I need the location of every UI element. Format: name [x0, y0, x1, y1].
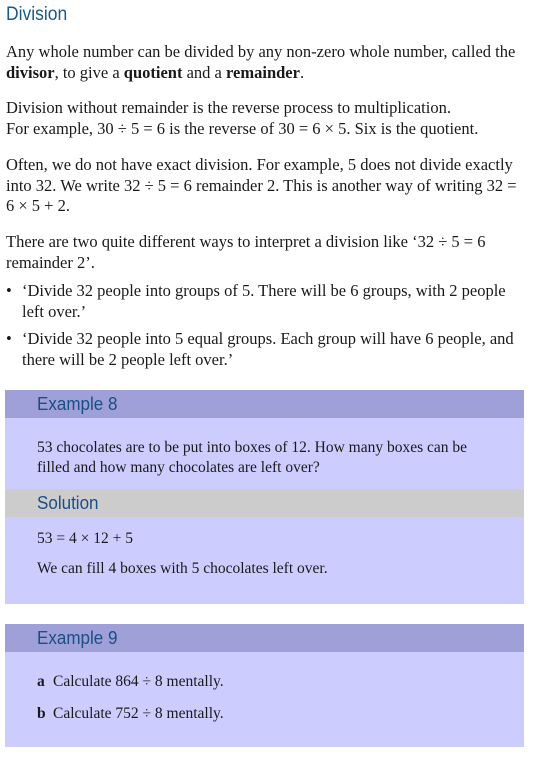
example-9-box	[5, 624, 524, 747]
bullet-text: ‘Divide 32 people into groups of 5. There will be 6 groups, with 2 people left over.’	[22, 281, 506, 321]
example-9-header	[5, 624, 524, 652]
reverse-process-paragraph	[6, 98, 526, 139]
paragraph-line: Division without remainder is the reverse process to multiplication.	[6, 98, 451, 117]
example-8-question: 53 chocolates are to be put into boxes of 12. How many boxes can be filled and how many chocolates are left over?	[37, 439, 468, 476]
part-text: Calculate 864 ÷ 8 mentally.	[53, 673, 224, 690]
example-title: Example 9	[37, 627, 118, 648]
section-heading: Division	[6, 4, 68, 25]
text-run: and a	[182, 62, 227, 82]
intro-paragraph	[6, 42, 526, 83]
bullet-text: ‘Divide 32 people into 5 equal groups. Each group will have 6 people, and there will be 2 people left over.’	[22, 329, 514, 369]
text-run: .	[299, 62, 305, 82]
term-remainder: remainder	[226, 62, 300, 82]
example-title: Example 8	[37, 393, 118, 414]
bullet-item	[6, 281, 526, 322]
solution-title: Solution	[37, 492, 99, 513]
question-part-b	[5, 692, 524, 724]
bullet-item	[6, 329, 526, 370]
text-run: Any whole number can be divided by any non-zero whole number, called the	[6, 42, 516, 61]
solution-equation: 53 = 4 × 12 + 5	[37, 530, 133, 547]
solution-answer: We can fill 4 boxes with 5 chocolates left over.	[37, 560, 328, 577]
question-part-a	[5, 652, 524, 692]
paragraph-line: For example, 30 ÷ 5 = 6 is the reverse of 30 = 6 × 5. Six is the quotient.	[6, 118, 479, 138]
bullet-icon: •	[6, 329, 12, 348]
text-run: , to give a	[54, 62, 124, 82]
solution-header	[5, 489, 524, 517]
interpretation-paragraph: There are two quite different ways to interpret a division like ‘32 ÷ 5 = 6 remainder 2’.	[6, 232, 486, 272]
example-8-header	[5, 390, 524, 418]
part-letter: a	[37, 673, 45, 690]
example-8-box	[5, 390, 524, 604]
term-divisor: divisor	[6, 62, 55, 82]
exact-division-paragraph: Often, we do not have exact division. For example, 5 does not divide exactly into 32. We write 32 ÷ 5 = 6 remainder 2. This is another way of writing 32 = 6 × 5 + 2.	[6, 155, 517, 215]
bullet-icon: •	[6, 281, 12, 300]
term-quotient: quotient	[123, 62, 183, 82]
part-letter: b	[37, 705, 46, 722]
part-text: Calculate 752 ÷ 8 mentally.	[53, 705, 224, 722]
